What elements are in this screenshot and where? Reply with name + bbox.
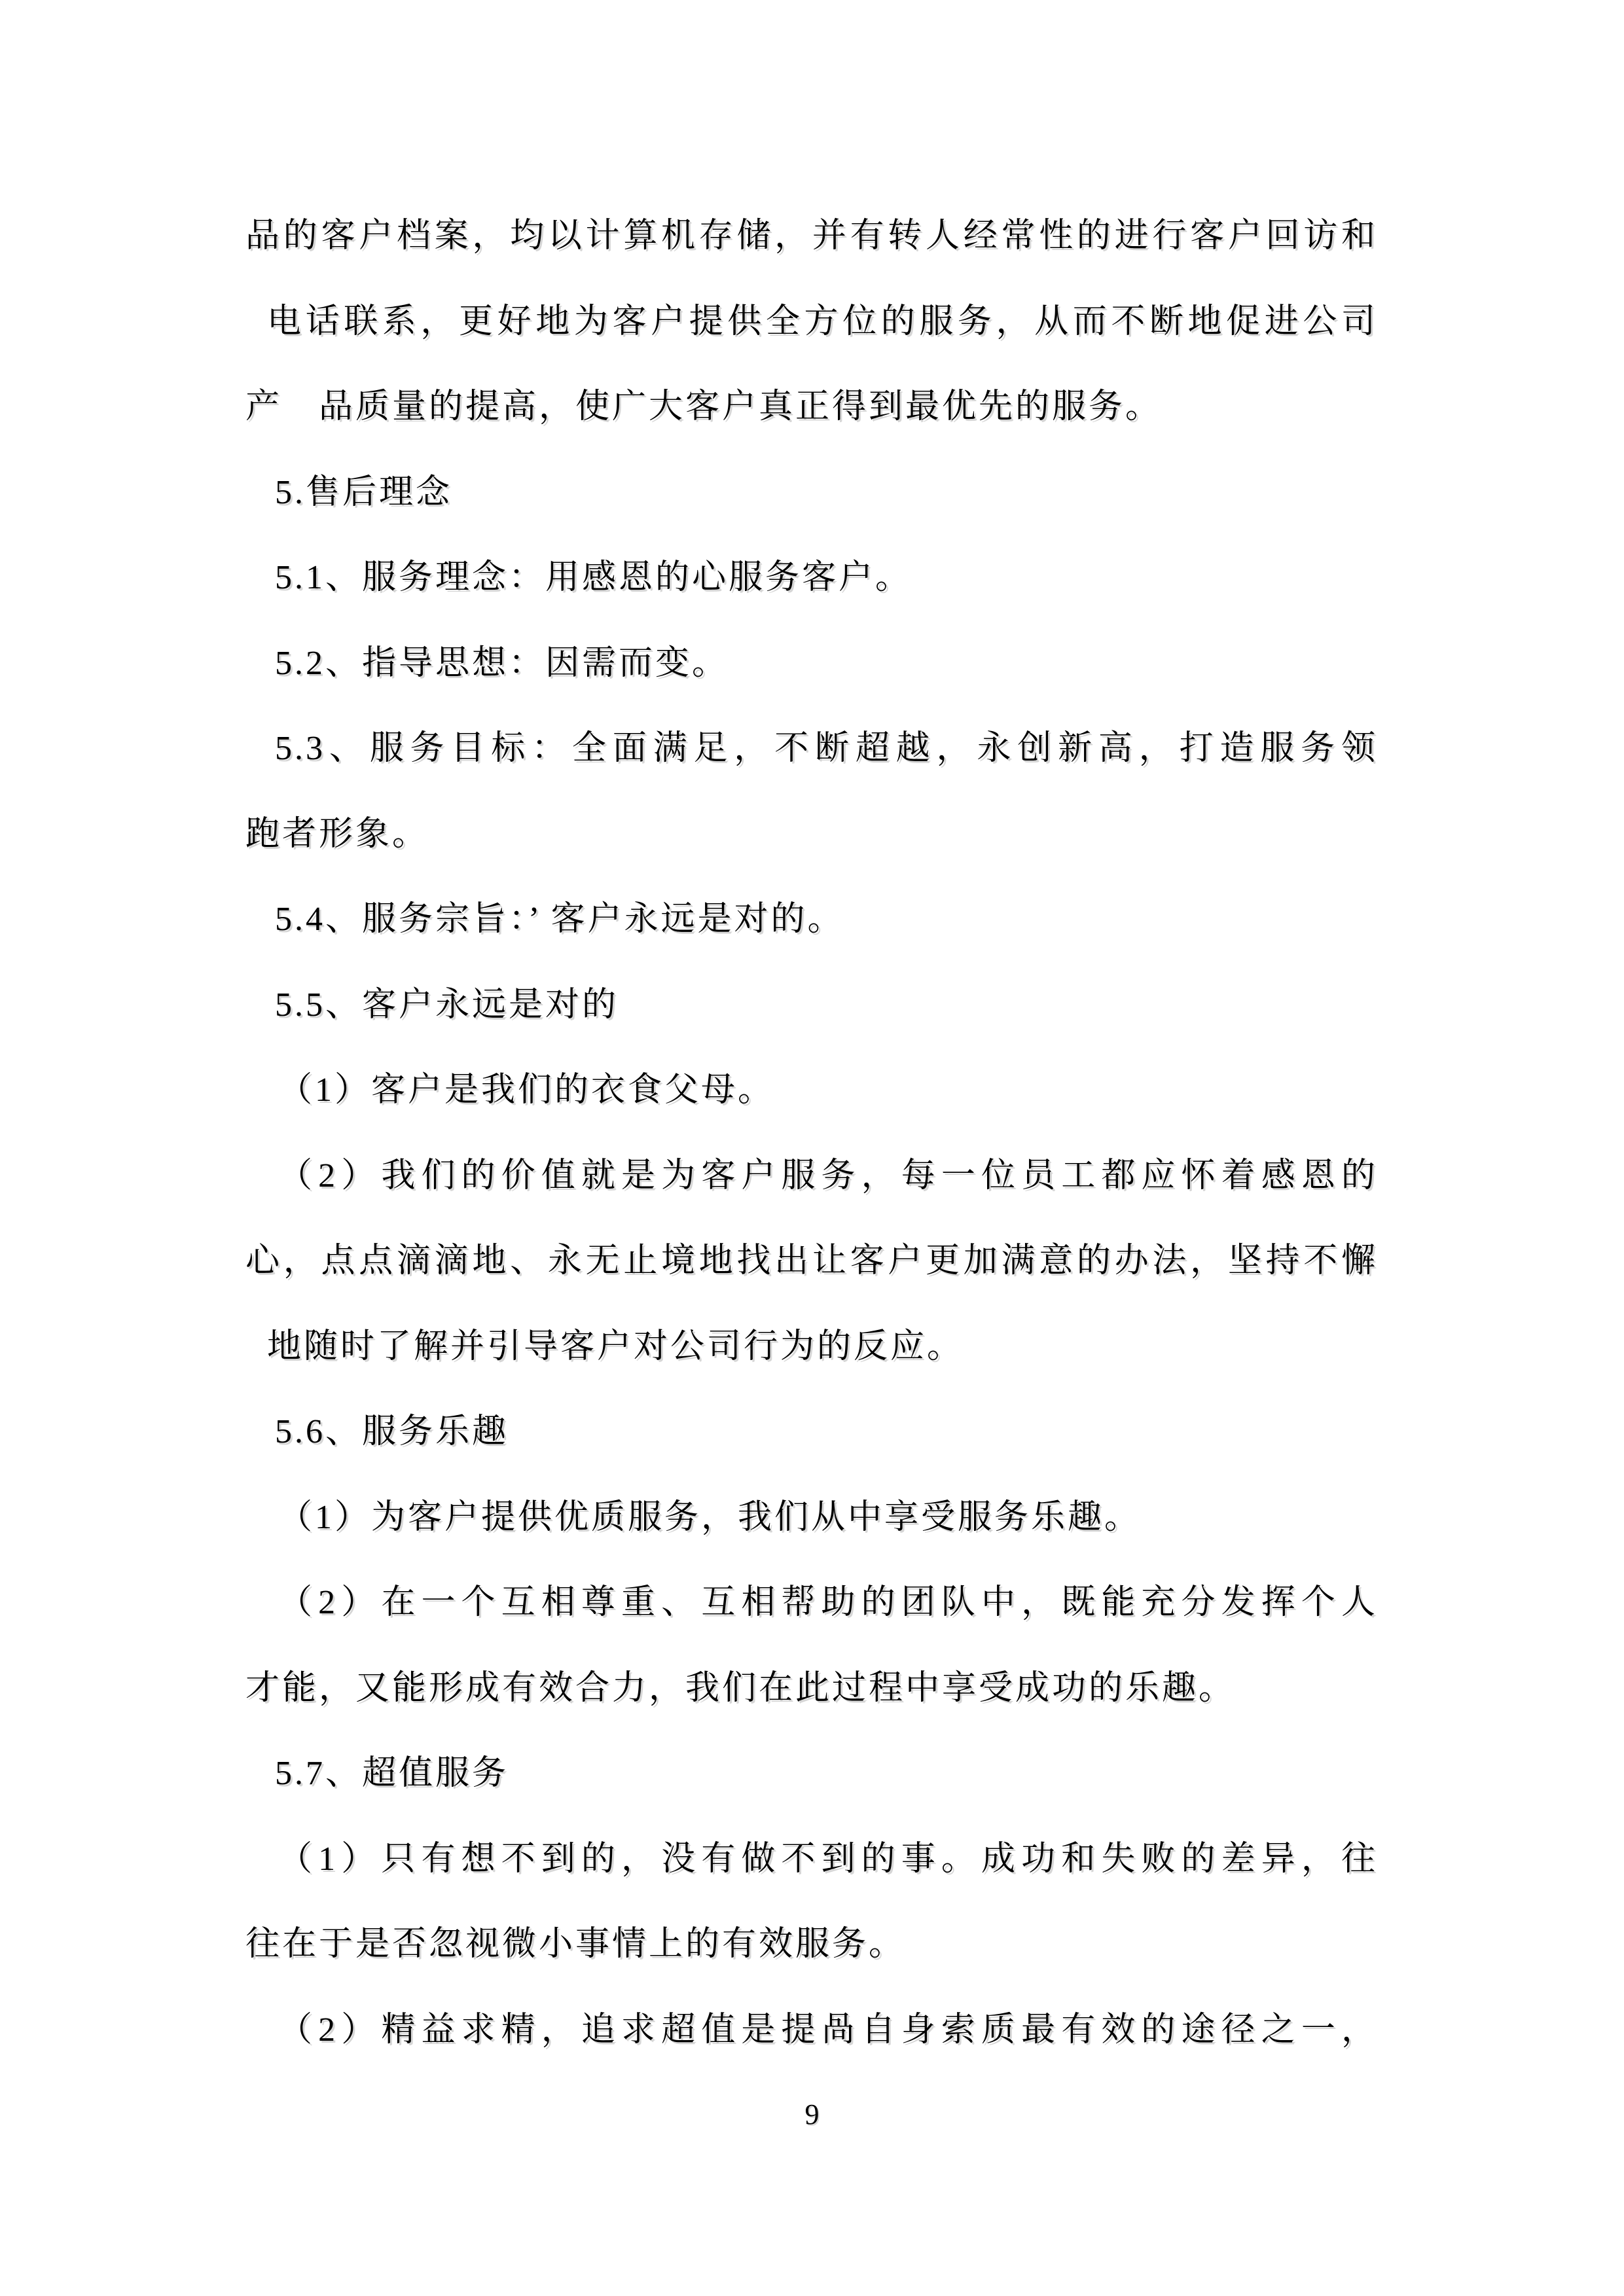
text-line: 品的客户档案，均以计算机存储，并有转人经常性的进行客户回访和 — [245, 217, 1378, 255]
text-line: 5.3、服务目标：全面满足，不断超越，永创新高，打造服务领 — [275, 730, 1378, 767]
text-line: 电话联系，更好地为客户提供全方位的服务，从而不断地促进公司 — [267, 302, 1378, 340]
page-footer — [0, 2098, 1624, 2131]
text-line: 5.2、指导思想：因需而变。 — [275, 644, 729, 682]
text-line: 5.6、服务乐趣 — [275, 1413, 509, 1450]
text-line: 心，点点滴滴地、永无止境地找出让客户更加满意的办法，坚持不懈 — [245, 1242, 1378, 1280]
text-line: （2）精益求精，追求超值是提咼自身索质最有效的途径之一， — [278, 2011, 1378, 2049]
text-line: 5.5、客户永远是对的 — [275, 986, 619, 1024]
page-number: 9 — [804, 2098, 820, 2130]
document-text-block — [245, 194, 1378, 2073]
text-line: （2）我们的价值就是为客户服务，每一位员工都应怀着感恩的 — [278, 1157, 1378, 1194]
text-line: （1）只有想不到的，没有做不到的事。成功和失败的差异，往 — [278, 1840, 1378, 1878]
text-line: 地随时了解并引导客户对公司行为的反应。 — [267, 1327, 964, 1365]
text-line: 往在于是否忽视微小事情上的有效服务。 — [245, 1926, 906, 1963]
text-line: （1）为客户提供优质服务，我们从中享受服务乐趣。 — [278, 1498, 1142, 1536]
text-line: 5.7、超值服务 — [275, 1755, 509, 1792]
text-line: 跑者形象。 — [245, 815, 429, 853]
text-line: 5.售后理念 — [275, 473, 453, 511]
text-line: （2）在一个互相尊重、互相帮助的团队中，既能充分发挥个人 — [278, 1584, 1378, 1621]
text-line: 5.1、服务理念：用感恩的心服务客户。 — [275, 559, 912, 596]
text-line: （1）客户是我们的衣食父母。 — [278, 1071, 775, 1109]
text-line: 5.4、服务宗旨：’ 客户永远是对的。 — [275, 901, 844, 938]
text-line: 产 品质量的提高，使广大客户真正得到最优先的服务。 — [245, 388, 1163, 425]
text-line: 才能，又能形成有效合力，我们在此过程中享受成功的乐趣。 — [245, 1669, 1236, 1707]
